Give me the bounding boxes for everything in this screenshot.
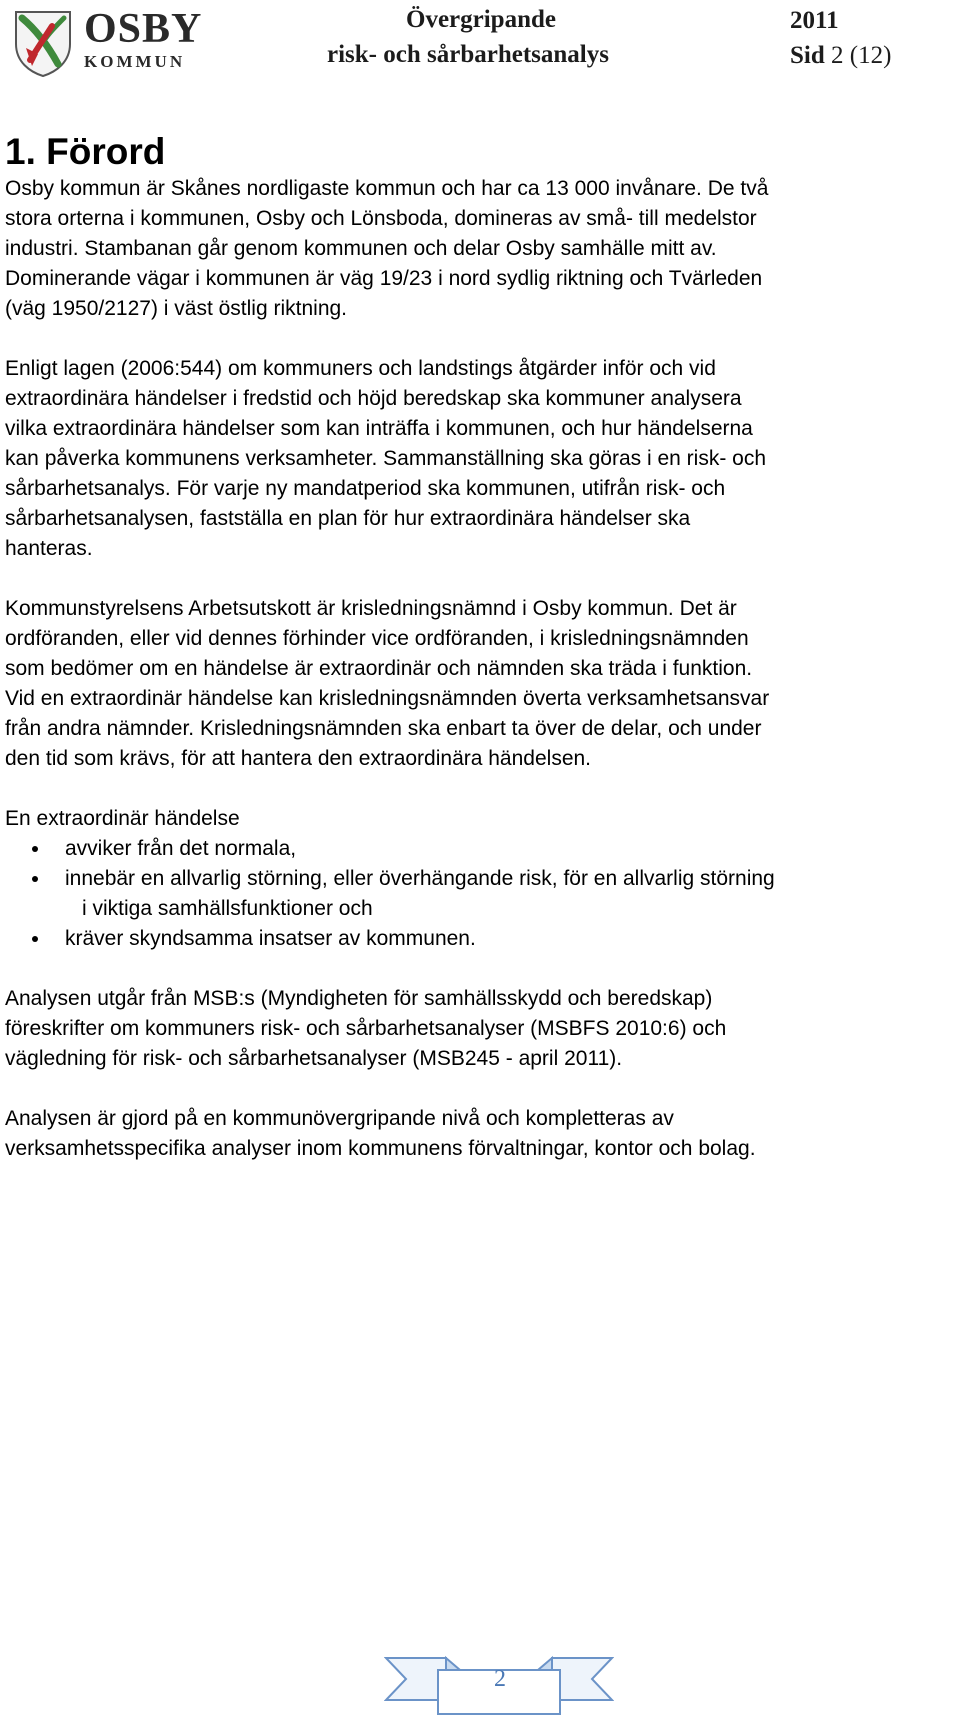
text-line: Osby kommun är Skånes nordligaste kommun och har ca 13 000 invånare. De två bbox=[5, 177, 769, 200]
document-body bbox=[5, 130, 957, 1164]
coat-of-arms-icon bbox=[12, 8, 74, 78]
list-item bbox=[5, 834, 957, 864]
text-line: vägledning för risk- och sårbarhetsanalyser (MSB245 - april 2011). bbox=[5, 1047, 623, 1070]
text-line: den tid som krävs, för att hantera den extraordinära händelsen. bbox=[5, 747, 592, 770]
text-line: ordföranden, eller vid dennes förhinder vice ordföranden, i krisledningsnämnden bbox=[5, 627, 749, 650]
text-line: Vid en extraordinär händelse kan krisledningsnämnden överta verksamhetsansvar bbox=[5, 687, 770, 710]
list-intro: En extraordinär händelse bbox=[5, 807, 240, 830]
text-line: Analysen utgår från MSB:s (Myndigheten för samhällsskydd och beredskap) bbox=[5, 987, 713, 1010]
text-line: hanteras. bbox=[5, 537, 93, 560]
text-line: stora orterna i kommunen, Osby och Lönsboda, domineras av små- till medelstor bbox=[5, 207, 757, 230]
text-line: sårbarhetsanalysen, fastställa en plan för hur extraordinära händelser ska bbox=[5, 507, 691, 530]
logo-subtitle: KOMMUN bbox=[84, 52, 186, 71]
text-line: vilka extraordinära händelser som kan inträffa i kommunen, och hur händelserna bbox=[5, 417, 753, 440]
header-page-number: 2 (12) bbox=[831, 42, 892, 69]
list-item bbox=[5, 864, 957, 924]
osby-kommun-logo bbox=[12, 6, 202, 82]
paragraph-crisis-committee bbox=[5, 594, 957, 774]
header-title-line2: risk- och sårbarhetsanalys bbox=[327, 41, 609, 68]
header-title-line1: Övergripande bbox=[406, 6, 556, 33]
header-page-label: Sid bbox=[790, 42, 825, 69]
text-line: Kommunstyrelsens Arbetsutskott är krisledningsnämnd i Osby kommun. Det är bbox=[5, 597, 737, 620]
text-line: Enligt lagen (2006:544) om kommuners och landstings åtgärder inför och vid bbox=[5, 357, 716, 380]
text-line: (väg 1950/2127) i väst östlig riktning. bbox=[5, 297, 348, 320]
list-item-text: avviker från det normala, bbox=[65, 837, 297, 860]
text-line: verksamhetsspecifika analyser inom kommunens förvaltningar, kontor och bolag. bbox=[5, 1137, 756, 1160]
paragraph-msb bbox=[5, 984, 957, 1074]
paragraph-scope bbox=[5, 1104, 957, 1164]
text-line: föreskrifter om kommuners risk- och sårbarhetsanalyser (MSBFS 2010:6) och bbox=[5, 1017, 727, 1040]
section-heading: 1. Förord bbox=[5, 131, 166, 172]
list-item-continuation: i viktiga samhällsfunktioner och bbox=[82, 897, 373, 920]
header-page-indicator bbox=[790, 41, 891, 71]
paragraph-intro bbox=[5, 174, 957, 324]
list-item bbox=[5, 924, 957, 954]
text-line: Dominerande vägar i kommunen är väg 19/23 i nord sydlig riktning och Tvärleden bbox=[5, 267, 763, 290]
bullet-list bbox=[5, 834, 957, 954]
header-year: 2011 bbox=[790, 7, 839, 34]
logo-wordmark bbox=[84, 8, 202, 72]
text-line: Analysen är gjord på en kommunövergripande nivå och kompletteras av bbox=[5, 1107, 674, 1130]
text-line: extraordinära händelser i fredstid och höjd beredskap ska kommuner analysera bbox=[5, 387, 742, 410]
text-line: från andra nämnder. Krisledningsnämnden ska enbart ta över de delar, och under bbox=[5, 717, 762, 740]
text-line: industri. Stambanan går genom kommunen och delar Osby samhälle mitt av. bbox=[5, 237, 717, 260]
list-item-text: kräver skyndsamma insatser av kommunen. bbox=[65, 927, 476, 950]
text-line: sårbarhetsanalys. För varje ny mandatperiod ska kommunen, utifrån risk- och bbox=[5, 477, 726, 500]
footer-page-number: 2 bbox=[494, 1666, 506, 1692]
logo-name: OSBY bbox=[84, 6, 203, 52]
text-line: kan påverka kommunens verksamheter. Sammanställning ska göras i en risk- och bbox=[5, 447, 767, 470]
text-line: som bedömer om en händelse är extraordinär och nämnden ska träda i funktion. bbox=[5, 657, 753, 680]
paragraph-law bbox=[5, 354, 957, 564]
list-item-text: innebär en allvarlig störning, eller överhängande risk, för en allvarlig störning bbox=[65, 867, 775, 890]
